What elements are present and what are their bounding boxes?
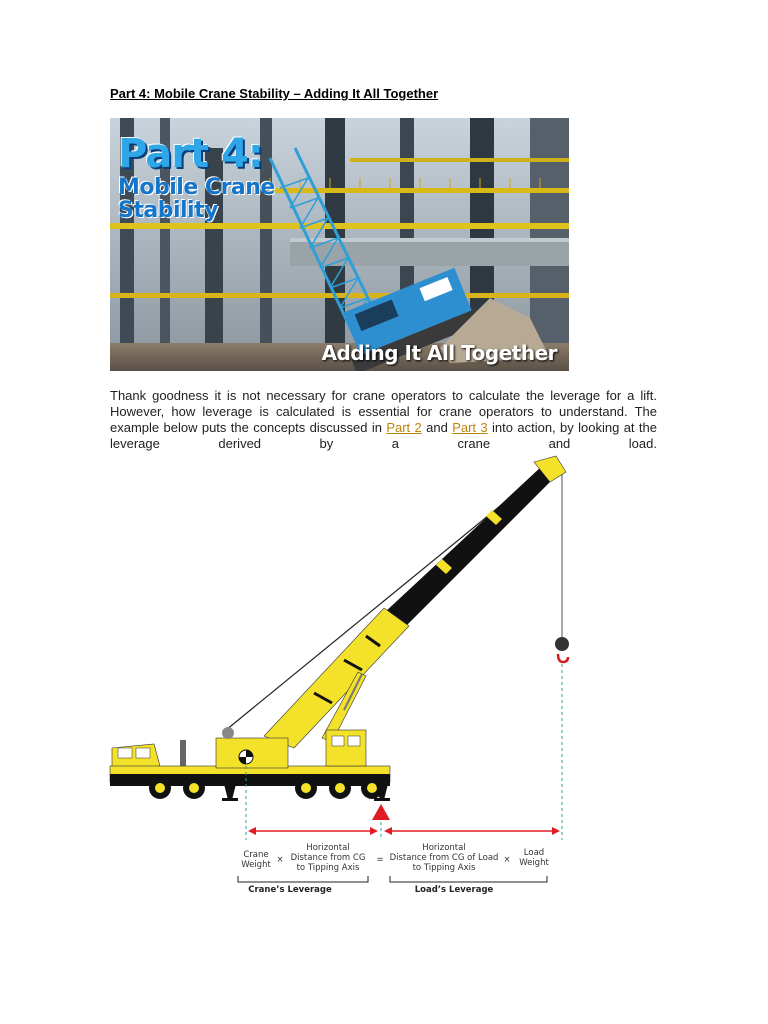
boom-upper-section [384, 466, 554, 628]
load-leverage-label: Load’s Leverage [414, 885, 494, 895]
cab-window [348, 736, 360, 746]
exhaust-stack [180, 740, 186, 768]
page-heading: Part 4: Mobile Crane Stability – Adding It All Together [110, 86, 439, 101]
load-leverage-bracket [390, 876, 547, 882]
hero-subtitle: Mobile Crane [118, 175, 275, 200]
paragraph-text-and: and [421, 420, 453, 435]
link-part-3[interactable]: Part 3 [452, 420, 488, 435]
load-weight-label: Load [523, 848, 545, 858]
hero-image [110, 118, 569, 371]
outrigger-rear [224, 784, 236, 800]
hero-title: Part 4: [118, 131, 263, 177]
paragraph-text-1: Thank goodness it is not necessary for crane operators to calculate the leverage for a lift. However, how leverage is calculated is essential for crane operators to understand. The example below puts the concepts discussed in [110, 388, 657, 435]
crane-leverage-bracket [238, 876, 368, 882]
load-distance-label-3: to Tipping Axis [412, 863, 476, 873]
crane-leverage-diagram [104, 448, 574, 908]
dimension-arrows [248, 827, 560, 835]
crane-distance-label-3: to Tipping Axis [296, 863, 360, 873]
load-distance-label-2: Distance from CG of Load [389, 853, 499, 863]
cab-window [136, 748, 150, 758]
operator-cab [326, 730, 366, 766]
sheave [222, 727, 234, 739]
load-weight-label-2: Weight [519, 858, 549, 868]
link-part-2[interactable]: Part 2 [386, 420, 422, 435]
cab-window [118, 748, 132, 758]
crane-weight-label: Crane [243, 850, 269, 860]
hero-subtitle-line2: Stability [118, 198, 218, 223]
equals-symbol: = [376, 855, 384, 865]
intro-paragraph [110, 388, 657, 452]
hook-block [555, 637, 569, 651]
crane-distance-label: Horizontal [306, 843, 350, 853]
paragraph-text-2: into action, by looking at the leverage derived by a crane and load. [110, 420, 657, 451]
hero-tagline: Adding It All Together [321, 341, 557, 365]
crane-weight-label-2: Weight [241, 860, 271, 870]
load-distance-label: Horizontal [422, 843, 466, 853]
hook-icon [558, 654, 568, 662]
multiply-symbol-2: × [503, 855, 511, 865]
crane-leverage-label: Crane’s Leverage [248, 885, 332, 895]
cab-window [332, 736, 344, 746]
tipping-axis-fulcrum [372, 804, 390, 820]
multiply-symbol: × [276, 855, 284, 865]
crane-distance-label-2: Distance from CG [290, 853, 366, 863]
